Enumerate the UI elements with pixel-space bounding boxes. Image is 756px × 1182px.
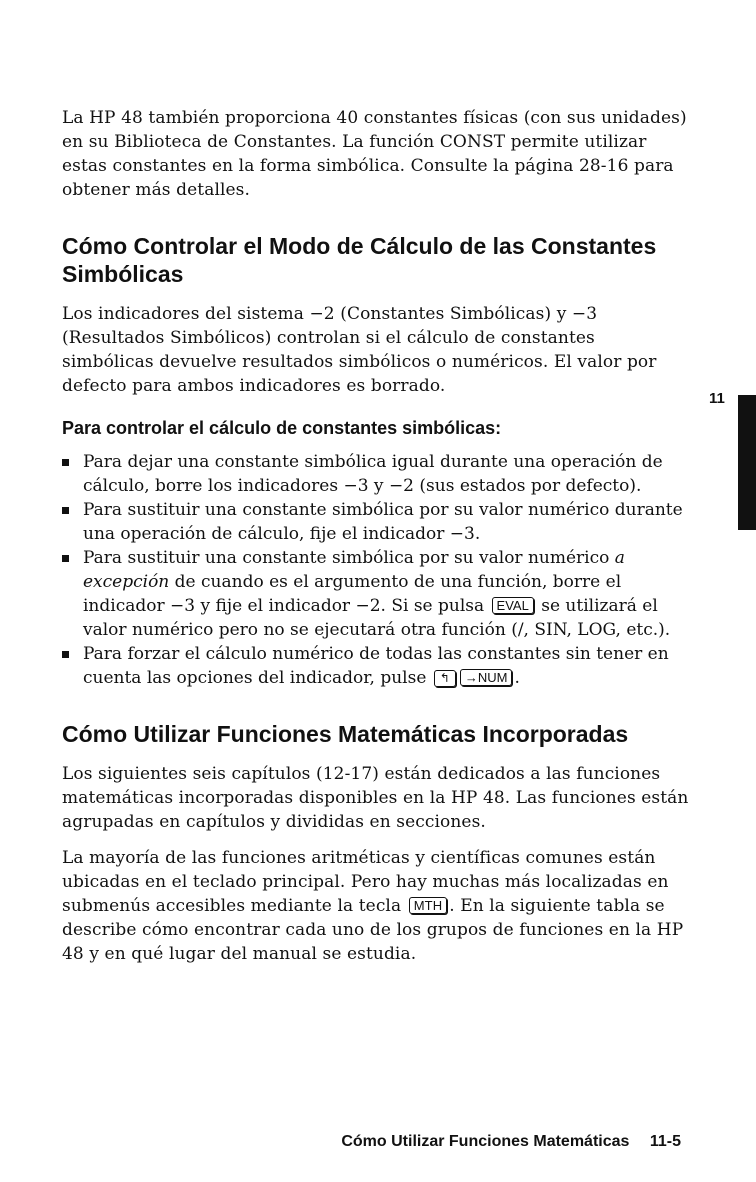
constants-mode-paragraph: Los indicadores del sistema −2 (Constantes Simbólicas) y −3 (Resultados Simbólicos) controlan si el cálculo de constantes simbólicas devuelve resultados simbólicos o numéricos. El valor por defecto para ambos indicadores es borrado. — [62, 304, 657, 396]
mth-key: MTH — [409, 897, 447, 914]
list-item — [62, 642, 690, 690]
footer-title: Cómo Utilizar Funciones Matemáticas — [341, 1133, 630, 1150]
page-content — [62, 106, 690, 978]
section-heading-math-functions: Cómo Utilizar Funciones Matemáticas Incorporadas — [62, 721, 629, 747]
bullet-square-icon — [62, 507, 69, 514]
bullet-text: Para sustituir una constante simbólica por su valor numérico durante una operación de cálculo, fije el indicador −3. — [83, 500, 683, 544]
bullet-text: . — [514, 668, 520, 688]
paragraph-text: . En la siguiente tabla se describe cómo encontrar cada uno de los grupos de funciones en la HP 48 y en qué lugar del manual se estudia. — [62, 896, 684, 964]
bullet-text: Para sustituir una constante simbólica por su valor numérico — [83, 548, 610, 568]
eval-key: EVAL — [492, 597, 534, 614]
subheading-control-calculation: Para controlar el cálculo de constantes simbólicas: — [62, 418, 502, 438]
chapter-tab-marker — [738, 395, 756, 530]
bullet-text: se utilizará el valor numérico pero no se ejecutará otra función (/, SIN, LOG, etc.). — [83, 596, 671, 640]
list-item — [62, 546, 690, 642]
math-functions-paragraph-2 — [62, 846, 690, 966]
page-footer — [0, 1133, 681, 1151]
list-item — [62, 498, 690, 546]
bullet-text: Para forzar el cálculo numérico de todas las constantes sin tener en cuenta las opciones del indicador, pulse — [83, 644, 669, 688]
page-number: 11-5 — [649, 1133, 681, 1150]
chapter-tab-label: 11 — [709, 390, 725, 407]
paragraph-text: La mayoría de las funciones aritméticas y científicas comunes están ubicadas en el teclado principal. Pero hay muchas más localizadas en submenús accesibles mediante la tecla — [62, 848, 669, 916]
math-functions-paragraph-1: Los siguientes seis capítulos (12-17) están dedicados a las funciones matemáticas incorporadas disponibles en la HP 48. Las funciones están agrupadas en capítulos y divididas en secciones. — [62, 764, 689, 832]
intro-paragraph: La HP 48 también proporciona 40 constantes físicas (con sus unidades) en su Biblioteca de Constantes. La función CONST permite utilizar estas constantes en la forma simbólica. Consulte la página 28-16 para obtener más detalles. — [62, 108, 687, 200]
bullet-square-icon — [62, 459, 69, 466]
num-key: →NUM — [460, 669, 513, 686]
bullet-text: Para dejar una constante simbólica igual durante una operación de cálculo, borre los indicadores −3 y −2 (sus estados por defecto). — [83, 452, 663, 496]
bullet-square-icon — [62, 555, 69, 562]
bullet-text-italic: a excepción — [83, 548, 625, 592]
bullet-square-icon — [62, 651, 69, 658]
section-heading-constants-mode: Cómo Controlar el Modo de Cálculo de las Constantes Simbólicas — [62, 233, 657, 287]
list-item — [62, 450, 690, 498]
left-shift-key-icon: ↰ — [434, 670, 456, 687]
bullet-list — [62, 450, 690, 690]
bullet-text: de cuando es el argumento de una función, borre el indicador −3 y fije el indicador −2. Si se pulsa — [83, 572, 622, 616]
